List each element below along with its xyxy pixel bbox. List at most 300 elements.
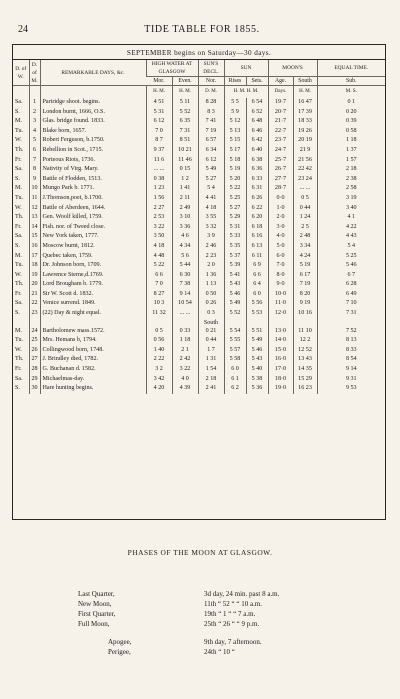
day-of-month: 5 <box>29 136 40 146</box>
day-of-month: 16 <box>29 242 40 252</box>
day-of-week: M. <box>15 185 22 192</box>
equal-time: 9 31 <box>317 375 385 385</box>
equal-time: 5 46 <box>317 261 385 271</box>
high-water-mor: 11 32 <box>146 309 172 319</box>
remarkable-day: Lawrence Sterne,d.1769. <box>40 271 146 281</box>
high-water-even: 0 15 <box>172 165 198 175</box>
phase-label: Perigee, <box>108 648 131 656</box>
tide-table-body <box>13 98 385 394</box>
day-of-week: S. <box>15 310 20 317</box>
moon-south: 16 47 <box>293 98 317 108</box>
day-of-week <box>13 319 29 327</box>
table-row <box>13 355 385 365</box>
equal-time: 1 57 <box>317 156 385 166</box>
equal-time: 8 33 <box>317 346 385 356</box>
high-water-mor: 0 56 <box>146 336 172 346</box>
col-even: Even. <box>172 77 198 86</box>
high-water-mor: 0 5 <box>146 327 172 337</box>
suns-decl: 1 36 <box>198 271 224 281</box>
sun-rises: 5 57 <box>224 346 246 356</box>
moon-south: 0 44 <box>293 204 317 214</box>
moon-south: 11 10 <box>293 327 317 337</box>
remarkable-day: Michaelmas-day. <box>40 375 146 385</box>
remarkable-day: Dr. Johnson born, 1709. <box>40 261 146 271</box>
moon-age: 26·7 <box>268 165 293 175</box>
remarkable-day: Venice surrend. 1849. <box>40 299 146 309</box>
table-row <box>13 213 385 223</box>
suns-decl: 0 21 <box>198 327 224 337</box>
moon-age: 8·0 <box>268 271 293 281</box>
equal-time: 4 1 <box>317 213 385 223</box>
high-water-even: 8 51 <box>172 136 198 146</box>
day-of-month: 23 <box>29 309 40 319</box>
phase-label: Full Moon, <box>78 620 110 628</box>
high-water-even: 6 35 <box>172 117 198 127</box>
day-of-month: 30 <box>29 384 40 394</box>
equal-time: 2 18 <box>317 165 385 175</box>
suns-decl: 5 4 <box>198 184 224 194</box>
moon-south: 1 24 <box>293 213 317 223</box>
sun-sets: 5 43 <box>246 355 268 365</box>
high-water-even: 11 46 <box>172 156 198 166</box>
table-row <box>13 336 385 346</box>
high-water-mor: 2 27 <box>146 204 172 214</box>
equal-time: 7 52 <box>317 327 385 337</box>
table-row <box>13 384 385 394</box>
day-of-week: S. <box>15 385 20 392</box>
table-row <box>13 290 385 300</box>
high-water-mor: 10 3 <box>146 299 172 309</box>
sun-rises: 5 12 <box>224 117 246 127</box>
phases-heading: PHASES OF THE MOON AT GLASGOW. <box>127 548 273 557</box>
equal-time: 1 18 <box>317 136 385 146</box>
table-row <box>13 156 385 166</box>
remarkable-day: New York taken, 1777. <box>40 232 146 242</box>
sun-sets: 6 31 <box>246 184 268 194</box>
equal-time: 9 53 <box>317 384 385 394</box>
high-water-mor: 4 51 <box>146 98 172 108</box>
equal-time: 0 1 <box>317 98 385 108</box>
table-row <box>13 223 385 233</box>
sun-rises: 5 9 <box>224 108 246 118</box>
moon-south: 9 19 <box>293 299 317 309</box>
phase-label: New Moon, <box>78 600 112 608</box>
table-row <box>13 252 385 262</box>
table-row <box>13 165 385 175</box>
high-water-even: 5 11 <box>172 98 198 108</box>
high-water-even: 2 1 <box>172 346 198 356</box>
suns-decl: 6 12 <box>198 156 224 166</box>
col-nor: Nor. <box>198 77 224 86</box>
day-of-month: 4 <box>29 127 40 137</box>
col-age: Age. <box>268 77 293 86</box>
sun-rises: 5 27 <box>224 204 246 214</box>
moon-age: 2·0 <box>268 213 293 223</box>
day-of-month: 28 <box>29 365 40 375</box>
moon-south <box>293 319 317 327</box>
moon-south: 14 35 <box>293 365 317 375</box>
moon-age: 6·0 <box>268 252 293 262</box>
sun-rises: 5 17 <box>224 146 246 156</box>
moon-south: 18 33 <box>293 117 317 127</box>
high-water-even: 3 36 <box>172 223 198 233</box>
high-water-even: 1 18 <box>172 336 198 346</box>
suns-decl: 0 26 <box>198 299 224 309</box>
suns-decl: 8 28 <box>198 98 224 108</box>
suns-decl: 1 31 <box>198 355 224 365</box>
col-moons: MOON'S <box>268 60 317 77</box>
suns-decl: 2 41 <box>198 384 224 394</box>
remarkable-day: Battle of Flodden, 1513. <box>40 175 146 185</box>
suns-decl: 3 32 <box>198 223 224 233</box>
high-water-even: 10 54 <box>172 299 198 309</box>
day-of-week: Sa. <box>15 300 23 307</box>
tide-table <box>13 59 385 394</box>
day-of-week: Tu. <box>15 194 24 201</box>
unit-south: H. M. <box>293 86 317 99</box>
moon-age: 13·0 <box>268 327 293 337</box>
moon-age: 19·7 <box>268 98 293 108</box>
moon-south: 8 20 <box>293 290 317 300</box>
remarkable-day: Sir W. Scott d. 1832. <box>40 290 146 300</box>
sun-rises: 5 25 <box>224 194 246 204</box>
moon-south: 17 39 <box>293 108 317 118</box>
day-of-week: S. <box>15 175 20 182</box>
moon-south: 23 24 <box>293 175 317 185</box>
high-water-even: 2 11 <box>172 194 198 204</box>
equal-time: 6 7 <box>317 271 385 281</box>
equal-time: 6 49 <box>317 290 385 300</box>
moon-age: 22·7 <box>268 127 293 137</box>
day-of-week: Fr. <box>15 223 22 230</box>
day-of-month: 25 <box>29 336 40 346</box>
col-day-of-week: D. of W. <box>13 60 29 86</box>
sun-rises: 5 39 <box>224 261 246 271</box>
phase-value: 3d day, 24 min. past 8 a.m. <box>204 590 280 598</box>
table-row <box>13 271 385 281</box>
day-of-month: 8 <box>29 165 40 175</box>
day-of-week: Th. <box>15 146 24 153</box>
moon-age: 23·7 <box>268 136 293 146</box>
high-water-even: 5 6 <box>172 252 198 262</box>
table-row <box>13 280 385 290</box>
high-water-even: 6 30 <box>172 271 198 281</box>
sun-rises: 6 0 <box>224 365 246 375</box>
remarkable-day: G. Buchanan d. 1582. <box>40 365 146 375</box>
sun-sets: 5 46 <box>246 346 268 356</box>
sun-rises: 6 1 <box>224 375 246 385</box>
phase-row <box>78 600 388 610</box>
remarkable-day: Battle of Aberdeen, 1644. <box>40 204 146 214</box>
high-water-mor: 5 31 <box>146 108 172 118</box>
table-row <box>13 204 385 214</box>
suns-decl: 1 7 <box>198 346 224 356</box>
page-header <box>18 24 386 36</box>
sun-rises: 5 33 <box>224 232 246 242</box>
moon-age: 20·7 <box>268 108 293 118</box>
remarkable-day: Hare hunting begins. <box>40 384 146 394</box>
day-of-week: W. <box>15 204 22 211</box>
remarkable-day: London burnt, 1666, O.S. <box>40 108 146 118</box>
remarkable-day: (22) Day & night equal. <box>40 309 146 319</box>
high-water-even: 0 33 <box>172 327 198 337</box>
sun-sets: 6 38 <box>246 156 268 166</box>
header-row-top <box>13 60 385 77</box>
equal-time: 4 22 <box>317 223 385 233</box>
sun-sets: 6 46 <box>246 127 268 137</box>
high-water-even: 1 2 <box>172 175 198 185</box>
sun-sets: 5 56 <box>246 299 268 309</box>
phase-value: 24th “ 10 “ <box>204 648 235 656</box>
suns-decl: 2 46 <box>198 242 224 252</box>
col-sub: Sub. <box>317 77 385 86</box>
day-of-month: 17 <box>29 252 40 262</box>
sun-rises: 5 5 <box>224 98 246 108</box>
high-water-mor: 3 42 <box>146 375 172 385</box>
moon-age: 28·7 <box>268 184 293 194</box>
equal-time: 1 37 <box>317 146 385 156</box>
remarkable-day: Blake born, 1657. <box>40 127 146 137</box>
col-south: South <box>293 77 317 86</box>
unit-sun: H. M. H. M. <box>224 86 268 99</box>
sun-sets: 6 11 <box>246 252 268 262</box>
moon-south: 12 2 <box>293 336 317 346</box>
sun-rises: 5 46 <box>224 290 246 300</box>
phase-value: 9th day, 7 afternoon. <box>204 638 262 646</box>
day-of-week: S. <box>15 108 20 115</box>
phase-label: Last Quarter, <box>78 590 115 598</box>
day-of-month: 29 <box>29 375 40 385</box>
day-of-month: 24 <box>29 327 40 337</box>
sun-sets: 6 36 <box>246 165 268 175</box>
remarkable-day: Glas. bridge found. 1833. <box>40 117 146 127</box>
high-water-mor: 1 40 <box>146 346 172 356</box>
table-row <box>13 299 385 309</box>
remarkable-day: Fish. nor. of Tweed close. <box>40 223 146 233</box>
remarkable-day: Moscow burnt, 1812. <box>40 242 146 252</box>
moon-age: 4·0 <box>268 232 293 242</box>
month-heading: SEPTEMBER begins on Saturday—30 days. <box>126 49 272 57</box>
page-number: 24 <box>18 24 28 35</box>
moon-age: 9·0 <box>268 280 293 290</box>
sun-rises: 5 35 <box>224 242 246 252</box>
moon-south: 0 5 <box>293 194 317 204</box>
remarkable-day: Lord Brougham b. 1779. <box>40 280 146 290</box>
col-mor: Mor. <box>146 77 172 86</box>
high-water-mor: 4 20 <box>146 384 172 394</box>
moon-age: 7·0 <box>268 261 293 271</box>
moon-age: 10·0 <box>268 290 293 300</box>
day-of-week: Fr. <box>15 366 22 373</box>
suns-decl: 1 54 <box>198 365 224 375</box>
phase-label: Apogee, <box>108 638 132 646</box>
phase-row <box>78 610 388 620</box>
table-row <box>13 375 385 385</box>
table-row <box>13 175 385 185</box>
equal-time: 8 54 <box>317 355 385 365</box>
unit-ms: M. S. <box>317 86 385 99</box>
moon-south: 4 24 <box>293 252 317 262</box>
suns-decl: 8 3 <box>198 108 224 118</box>
high-water-mor: 4 48 <box>146 252 172 262</box>
col-remarkable-days: REMARKABLE DAYS, &c. <box>40 60 146 86</box>
remarkable-day: Quebec taken, 1759. <box>40 252 146 262</box>
moon-age: 15·0 <box>268 346 293 356</box>
col-day-of-month: D. of M. <box>29 60 40 86</box>
moon-age <box>268 319 293 327</box>
moon-south: 12 52 <box>293 346 317 356</box>
moon-south: 2 48 <box>293 232 317 242</box>
sun-rises: 5 19 <box>224 165 246 175</box>
moon-south: 6 17 <box>293 271 317 281</box>
sun-sets: 6 52 <box>246 108 268 118</box>
high-water-even: 5 44 <box>172 261 198 271</box>
sun-sets: 6 42 <box>246 136 268 146</box>
phase-row <box>78 620 388 630</box>
remarkable-day: J.Thomson,poet, b.1700. <box>40 194 146 204</box>
suns-decl: 3 55 <box>198 213 224 223</box>
high-water-mor: 9 37 <box>146 146 172 156</box>
equal-time: 7 31 <box>317 309 385 319</box>
day-of-week: M. <box>15 252 22 259</box>
table-row <box>13 117 385 127</box>
moon-south: 19 26 <box>293 127 317 137</box>
day-of-week: M. <box>15 327 22 334</box>
sun-rises: 5 22 <box>224 184 246 194</box>
day-of-month: 12 <box>29 204 40 214</box>
remarkable-day <box>40 319 146 327</box>
suns-decl: 2 23 <box>198 252 224 262</box>
sun-sets <box>246 319 268 327</box>
high-water-even <box>172 319 198 327</box>
sun-rises: 5 41 <box>224 271 246 281</box>
high-water-mor: 3 50 <box>146 232 172 242</box>
table-row <box>13 108 385 118</box>
moon-age: 18·0 <box>268 375 293 385</box>
sun-sets: 6 18 <box>246 223 268 233</box>
remarkable-day: Robert Ferguson, b.1750. <box>40 136 146 146</box>
day-of-month: 11 <box>29 194 40 204</box>
sun-rises: 5 13 <box>224 127 246 137</box>
sun-sets: 6 48 <box>246 117 268 127</box>
day-of-week: Fr. <box>15 156 22 163</box>
equal-time: 8 13 <box>317 336 385 346</box>
day-of-month: 21 <box>29 290 40 300</box>
day-of-month: 19 <box>29 271 40 281</box>
high-water-even: 4 39 <box>172 384 198 394</box>
moon-south: 21 56 <box>293 156 317 166</box>
sun-rises: 5 37 <box>224 252 246 262</box>
sun-rises: 5 54 <box>224 327 246 337</box>
high-water-mor: 7 0 <box>146 127 172 137</box>
sun-rises: 5 29 <box>224 213 246 223</box>
moon-south: 16 23 <box>293 384 317 394</box>
high-water-even: 4 6 <box>172 232 198 242</box>
suns-decl: 0 44 <box>198 336 224 346</box>
equal-time: 6 28 <box>317 280 385 290</box>
high-water-even: 5 52 <box>172 108 198 118</box>
day-of-week: Tu. <box>15 127 24 134</box>
moon-age: 3·0 <box>268 223 293 233</box>
suns-decl: 3 9 <box>198 232 224 242</box>
table-row <box>13 98 385 108</box>
day-of-week: S. <box>15 242 20 249</box>
day-of-week: W. <box>15 346 22 353</box>
phase-value: 19th “ 1 “ “ 7 a.m. <box>204 610 256 618</box>
high-water-mor: 8 27 <box>146 290 172 300</box>
high-water-even: 4 0 <box>172 375 198 385</box>
day-of-week: Sa. <box>15 166 23 173</box>
col-sets: Sets. <box>246 77 268 86</box>
col-sun: SUN <box>224 60 268 77</box>
high-water-mor: 1 23 <box>146 184 172 194</box>
high-water-mor: 1 56 <box>146 194 172 204</box>
suns-decl: 5 27 <box>198 175 224 185</box>
sun-sets: 5 36 <box>246 384 268 394</box>
sun-sets: 6 40 <box>246 146 268 156</box>
day-of-week: Th. <box>15 214 24 221</box>
moon-age: 1·0 <box>268 204 293 214</box>
table-row <box>13 136 385 146</box>
unit-dm: D. M. <box>198 86 224 99</box>
remarkable-day: Porteous Riots, 1736. <box>40 156 146 166</box>
high-water-even: 2 49 <box>172 204 198 214</box>
equal-time: 0 58 <box>317 127 385 137</box>
high-water-mor: 2 53 <box>146 213 172 223</box>
sun-sets: 5 40 <box>246 365 268 375</box>
high-water-even: 1 41 <box>172 184 198 194</box>
high-water-mor: 2 22 <box>146 355 172 365</box>
table-row <box>13 261 385 271</box>
high-water-mor <box>146 319 172 327</box>
day-of-month: 1 <box>29 98 40 108</box>
day-of-month: 18 <box>29 261 40 271</box>
day-of-week: W. <box>15 271 22 278</box>
day-of-month: 7 <box>29 156 40 166</box>
high-water-mor: 8 7 <box>146 136 172 146</box>
remarkable-day: J. Brindley died, 1782. <box>40 355 146 365</box>
suns-decl: 4 18 <box>198 204 224 214</box>
day-of-week: Tu. <box>15 262 24 269</box>
high-water-even: 2 42 <box>172 355 198 365</box>
day-of-month: 14 <box>29 223 40 233</box>
day-of-month: 13 <box>29 213 40 223</box>
day-of-month: 3 <box>29 117 40 127</box>
day-of-month: 6 <box>29 146 40 156</box>
equal-time: 4 43 <box>317 232 385 242</box>
moon-age: 25·7 <box>268 156 293 166</box>
table-row <box>13 127 385 137</box>
day-of-month: 10 <box>29 184 40 194</box>
equal-time: 0 20 <box>317 108 385 118</box>
moon-age: 12·0 <box>268 309 293 319</box>
suns-decl: 6 34 <box>198 146 224 156</box>
moon-age: 19·0 <box>268 384 293 394</box>
phase-label: First Quarter, <box>78 610 116 618</box>
day-of-week: Fr. <box>15 290 22 297</box>
tide-table-box <box>12 44 386 520</box>
unit-hm-mor: H. M. <box>146 86 172 99</box>
page-title: TIDE TABLE FOR 1855. <box>144 24 260 35</box>
moon-age: 27·7 <box>268 175 293 185</box>
moon-age: 5·0 <box>268 242 293 252</box>
high-water-even: ... ... <box>172 309 198 319</box>
sun-rises: 6 2 <box>224 384 246 394</box>
high-water-mor: ... ... <box>146 165 172 175</box>
sun-rises: 5 15 <box>224 136 246 146</box>
sun-sets: 6 33 <box>246 175 268 185</box>
moon-south: 21 9 <box>293 146 317 156</box>
